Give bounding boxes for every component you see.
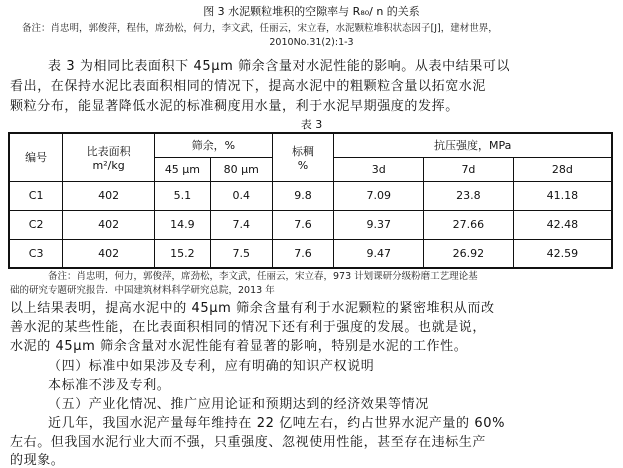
table-note-continued: 础的研究专题研究报告．中国建筑材料科学研究总院，2013 年 [10, 285, 275, 296]
cell-consistency: 7.6 [272, 239, 334, 268]
paragraph-1-line-1: 表 3 为相同比表面积下 45μm 筛余含量对水泥性能的影响。从表中结果可以 [48, 59, 511, 74]
header-7d: 7d [424, 157, 514, 181]
cell-28d: 42.48 [513, 210, 612, 239]
section-heading-4: （四）标准中如果涉及专利，应有明确的知识产权说明 [48, 359, 375, 374]
header-surface-area-unit: m²/kg [92, 158, 125, 172]
table-caption: 表 3 [300, 118, 323, 131]
header-id: 编号 [9, 133, 63, 181]
cell-s45: 14.9 [155, 210, 211, 239]
cell-7d: 27.66 [424, 210, 514, 239]
header-consistency-unit: % [297, 158, 309, 172]
header-strength: 抗压强度，MPa [334, 133, 612, 157]
table-row [9, 239, 612, 268]
header-sieve: 筛余，% [155, 133, 273, 157]
cell-surface: 402 [63, 239, 155, 268]
cell-consistency: 7.6 [272, 210, 334, 239]
paragraph-2-line-1: 以上结果表明，提高水泥中的 45μm 筛余含量有利于水泥颗粒的紧密堆积从而改 [10, 301, 495, 316]
header-consistency-label: 标稠 [292, 144, 315, 158]
cell-28d: 42.59 [513, 239, 612, 268]
header-sieve-45: 45 μm [155, 157, 211, 181]
paragraph-1-line-3: 颗粒分布，能显著降低水泥的标准稠度用水量，利于水泥早期强度的发挥。 [10, 99, 459, 114]
cell-3d: 9.47 [334, 239, 424, 268]
table-row [9, 181, 612, 210]
cell-s80: 0.4 [210, 181, 272, 210]
header-sieve-80: 80 μm [210, 157, 272, 181]
cell-consistency: 9.8 [272, 181, 334, 210]
data-table [8, 132, 613, 269]
header-3d: 3d [334, 157, 424, 181]
paragraph-2-line-3: 水泥的 45μm 筛余含量对水泥性能有着显著的影响，特别是水泥的工作性。 [10, 339, 468, 354]
cell-id: C1 [9, 181, 63, 210]
cell-7d: 26.92 [424, 239, 514, 268]
paragraph-3-line-2: 左右。但我国水泥行业大而不强，只重强度、忽视使用性能，甚至存在违标生产 [10, 435, 487, 450]
header-surface-area [63, 133, 155, 181]
paragraph-2-line-2: 善水泥的某些性能，在比表面积相同的情况下还有利于强度的发展。也就是说， [10, 320, 487, 335]
cell-s80: 7.4 [210, 210, 272, 239]
cell-s45: 15.2 [155, 239, 211, 268]
figure-note: 备注：肖忠明，郭俊萍，程伟，席劲松，何力，李文武，任丽云，宋立春，水泥颗粒堆积状态因子[J]，建材世界， [22, 23, 498, 34]
cell-s80: 7.5 [210, 239, 272, 268]
header-consistency [272, 133, 334, 181]
cell-7d: 23.8 [424, 181, 514, 210]
paragraph-1-line-2: 看出，在保持水泥比表面积相同的情况下，提高水泥中的粗颗粒含量以拓宽水泥 [10, 79, 487, 94]
section-heading-5: （五）产业化情况、推广应用论证和预期达到的经济效果等情况 [48, 397, 429, 412]
paragraph-3-line-1: 近几年，我国水泥产量每年维持在 22 亿吨左右，约占世界水泥产量的 60% [48, 416, 506, 431]
paragraph-3-line-3: 的现象。 [10, 453, 65, 468]
cell-3d: 9.37 [334, 210, 424, 239]
header-28d: 28d [513, 157, 612, 181]
figure-caption: 图 3 水泥颗粒堆积的空隙率与 R₈₀/ n 的关系 [203, 5, 420, 18]
cell-3d: 7.09 [334, 181, 424, 210]
header-surface-area-label: 比表面积 [86, 144, 131, 158]
cell-28d: 41.18 [513, 181, 612, 210]
figure-note-citation: 2010No.31(2):1-3 [269, 37, 354, 48]
cell-s45: 5.1 [155, 181, 211, 210]
cell-id: C3 [9, 239, 63, 268]
cell-surface: 402 [63, 181, 155, 210]
table-row [9, 210, 612, 239]
section-4-body: 本标准不涉及专利。 [48, 378, 171, 393]
table-note: 备注：肖忠明，何力，郭俊萍，席劲松，李文武，任丽云，宋立春，973 计划课研分级粉磨工艺理论基 [48, 271, 478, 282]
cell-id: C2 [9, 210, 63, 239]
cell-surface: 402 [63, 210, 155, 239]
